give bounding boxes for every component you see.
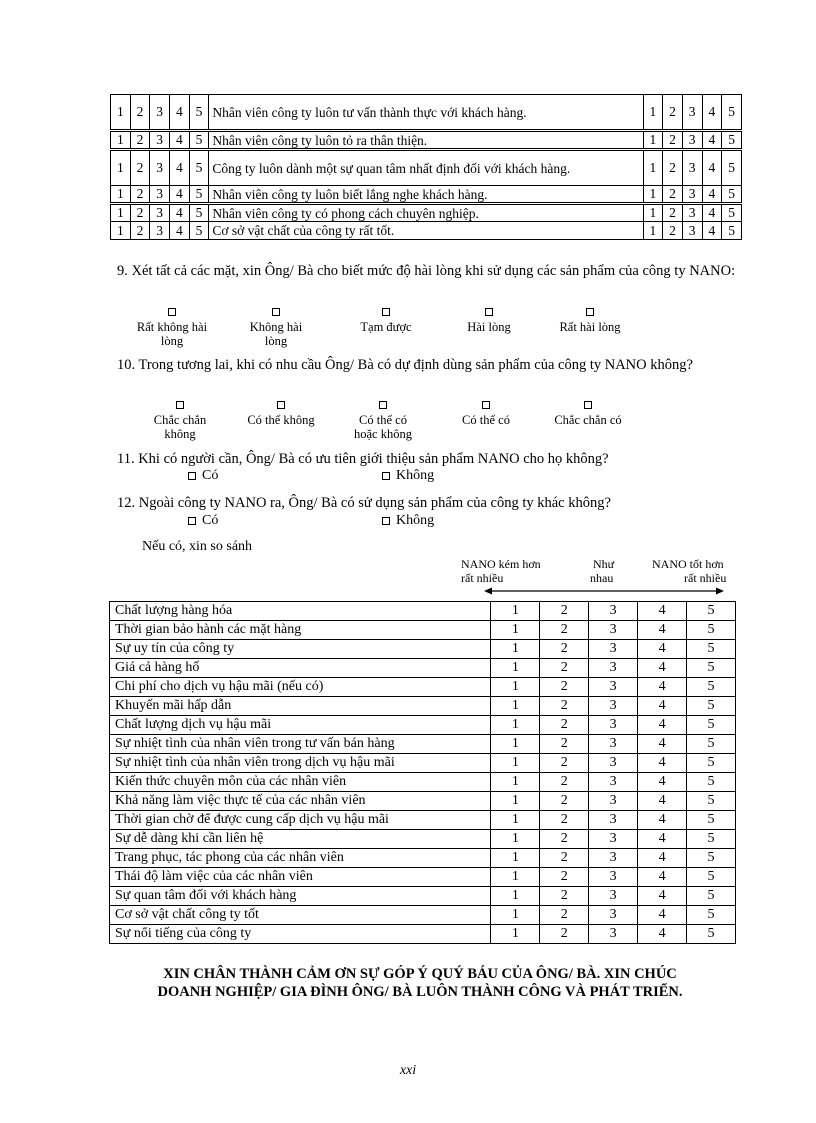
scale-cell-4[interactable]: 4 (638, 602, 687, 621)
criterion-label: Sự nổi tiếng của công ty (110, 925, 491, 944)
scale-cell-5[interactable]: 5 (722, 186, 742, 204)
service-rating-table (110, 94, 742, 240)
scale-left-label-2: rất nhiều (461, 571, 504, 585)
criterion-label: Sự dễ dàng khi cần liên hệ (110, 830, 491, 849)
scale-cell-5[interactable]: 5 (687, 735, 736, 754)
table-row (110, 868, 736, 887)
statement-cell: Công ty luôn dành một sự quan tâm nhất định đối với khách hàng. (209, 150, 643, 186)
criterion-label: Cơ sở vật chất công ty tốt (110, 906, 491, 925)
scale-cell-4[interactable]: 4 (702, 95, 722, 131)
scale-cell-4[interactable]: 4 (638, 925, 687, 944)
scale-cell-3[interactable]: 3 (589, 621, 638, 640)
scale-cell-4[interactable]: 4 (170, 222, 190, 240)
scale-cell-3[interactable]: 3 (150, 95, 170, 131)
scale-cell-2[interactable]: 2 (540, 640, 589, 659)
scale-cell-5[interactable]: 5 (687, 830, 736, 849)
scale-cell-4[interactable]: 4 (638, 754, 687, 773)
scale-cell-5[interactable]: 5 (687, 906, 736, 925)
scale-cell-5[interactable]: 5 (189, 222, 209, 240)
statement-cell: Nhân viên công ty có phong cách chuyên nghiệp. (209, 204, 643, 222)
criterion-label: Sự uy tín của công ty (110, 640, 491, 659)
scale-cell-3[interactable]: 3 (682, 150, 702, 186)
scale-cell-3[interactable]: 3 (589, 849, 638, 868)
criterion-label: Thái độ làm việc của các nhân viên (110, 868, 491, 887)
scale-cell-3[interactable]: 3 (589, 792, 638, 811)
scale-cell-4[interactable]: 4 (702, 131, 722, 150)
table-row (110, 849, 736, 868)
scale-cell-2[interactable]: 2 (540, 792, 589, 811)
criterion-label: Trang phục, tác phong của các nhân viên (110, 849, 491, 868)
option-label: Chắc chắn có (554, 413, 622, 427)
scale-right-label: NANO tốt hơn (652, 557, 724, 571)
scale-cell-2[interactable]: 2 (540, 697, 589, 716)
scale-cell-2[interactable]: 2 (540, 621, 589, 640)
table-row (110, 678, 736, 697)
scale-cell-5[interactable]: 5 (687, 868, 736, 887)
scale-cell-3[interactable]: 3 (150, 222, 170, 240)
rating-row (111, 204, 742, 222)
q12-yes-option[interactable]: Có (188, 513, 218, 529)
scale-mid-label-2: nhau (590, 571, 614, 585)
closing-line-2: DOANH NGHIỆP/ GIA ĐÌNH ÔNG/ BÀ LUÔN THÀNH CÔNG VÀ PHÁT TRIỂN. (157, 984, 683, 1000)
scale-cell-4[interactable]: 4 (638, 735, 687, 754)
q12-no-option[interactable]: Không (382, 513, 434, 529)
page-number: xxi (399, 1063, 417, 1078)
scale-cell-1[interactable]: 1 (491, 868, 540, 887)
scale-cell-3[interactable]: 3 (589, 602, 638, 621)
scale-cell-3[interactable]: 3 (589, 735, 638, 754)
option-label: Hài lòng (467, 320, 511, 334)
question-9: 9. Xét tất cả các mặt, xin Ông/ Bà cho biết mức độ hài lòng khi sử dụng các sản phẩm của công ty NANO: (117, 263, 736, 279)
scale-cell-1[interactable]: 1 (491, 659, 540, 678)
criterion-label: Sự nhiệt tình của nhân viên trong dịch vụ hậu mãi (110, 754, 491, 773)
scale-cell-4[interactable]: 4 (638, 678, 687, 697)
table-row (110, 602, 736, 621)
scale-cell-5[interactable]: 5 (722, 222, 742, 240)
table-row (110, 792, 736, 811)
scale-cell-3[interactable]: 3 (589, 773, 638, 792)
table-row (110, 925, 736, 944)
scale-cell-2[interactable]: 2 (130, 150, 150, 186)
table-row (110, 716, 736, 735)
scale-cell-1[interactable]: 1 (111, 131, 131, 150)
scale-cell-2[interactable]: 2 (663, 222, 683, 240)
scale-cell-2[interactable]: 2 (540, 735, 589, 754)
scale-cell-4[interactable]: 4 (702, 186, 722, 204)
checkbox-icon[interactable] (482, 401, 490, 409)
q9-option-4[interactable] (444, 304, 534, 334)
scale-cell-2[interactable]: 2 (540, 887, 589, 906)
scale-cell-5[interactable]: 5 (189, 204, 209, 222)
scale-cell-3[interactable]: 3 (589, 906, 638, 925)
scale-cell-5[interactable]: 5 (687, 887, 736, 906)
criterion-label: Thời gian chờ để được cung cấp dịch vụ hậu mãi (110, 811, 491, 830)
scale-cell-2[interactable]: 2 (130, 222, 150, 240)
scale-cell-1[interactable]: 1 (491, 773, 540, 792)
scale-cell-4[interactable]: 4 (638, 887, 687, 906)
scale-cell-2[interactable]: 2 (130, 131, 150, 150)
option-label: Tạm được (360, 320, 412, 334)
q11-yes-option[interactable]: Có (188, 468, 218, 484)
checkbox-icon[interactable] (586, 308, 594, 316)
scale-cell-3[interactable]: 3 (682, 186, 702, 204)
scale-cell-5[interactable]: 5 (687, 678, 736, 697)
scale-cell-2[interactable]: 2 (663, 186, 683, 204)
scale-cell-1[interactable]: 1 (491, 906, 540, 925)
scale-cell-2[interactable]: 2 (130, 95, 150, 131)
scale-cell-1[interactable]: 1 (491, 887, 540, 906)
scale-cell-5[interactable]: 5 (687, 925, 736, 944)
comparison-table (109, 601, 736, 944)
q10-option-3[interactable] (338, 397, 428, 441)
statement-cell: Nhân viên công ty luôn tư vấn thành thực với khách hàng. (209, 95, 643, 131)
criterion-label: Chất lượng dịch vụ hậu mãi (110, 716, 491, 735)
scale-cell-2[interactable]: 2 (540, 659, 589, 678)
scale-right-label-2: rất nhiều (684, 571, 727, 585)
rating-row (111, 131, 742, 150)
option-label: Có thể không (247, 413, 315, 427)
q10-option-1[interactable] (135, 397, 225, 441)
scale-cell-5[interactable]: 5 (687, 640, 736, 659)
criterion-label: Khả năng làm việc thực tế của các nhân viên (110, 792, 491, 811)
checkbox-icon[interactable] (485, 308, 493, 316)
scale-cell-3[interactable]: 3 (589, 830, 638, 849)
scale-cell-5[interactable]: 5 (722, 204, 742, 222)
scale-cell-3[interactable]: 3 (589, 868, 638, 887)
criterion-label: Sự nhiệt tình của nhân viên trong tư vấn bán hàng (110, 735, 491, 754)
scale-cell-1[interactable]: 1 (491, 716, 540, 735)
q9-option-3[interactable] (341, 304, 431, 334)
criterion-label: Giá cả hàng hố (110, 659, 491, 678)
scale-cell-3[interactable]: 3 (589, 887, 638, 906)
rating-row (111, 95, 742, 131)
scale-cell-3[interactable]: 3 (589, 678, 638, 697)
checkbox-icon[interactable] (382, 472, 390, 480)
scale-left-label: NANO kém hơn (461, 557, 541, 571)
scale-cell-5[interactable]: 5 (687, 849, 736, 868)
criterion-label: Chi phí cho dịch vụ hậu mãi (nếu có) (110, 678, 491, 697)
scale-cell-1[interactable]: 1 (643, 222, 663, 240)
scale-cell-2[interactable]: 2 (540, 811, 589, 830)
scale-cell-1[interactable]: 1 (491, 640, 540, 659)
scale-cell-1[interactable]: 1 (491, 811, 540, 830)
scale-cell-3[interactable]: 3 (682, 131, 702, 150)
scale-cell-5[interactable]: 5 (189, 95, 209, 131)
table-row (110, 659, 736, 678)
statement-cell: Nhân viên công ty luôn tỏ ra thân thiện. (209, 131, 643, 150)
scale-cell-3[interactable]: 3 (589, 811, 638, 830)
scale-cell-4[interactable]: 4 (638, 697, 687, 716)
scale-cell-4[interactable]: 4 (638, 773, 687, 792)
scale-cell-1[interactable]: 1 (491, 602, 540, 621)
checkbox-icon[interactable] (176, 401, 184, 409)
scale-cell-5[interactable]: 5 (687, 811, 736, 830)
closing-line-1: XIN CHÂN THÀNH CẢM ƠN SỰ GÓP Ý QUÝ BÁU CỦA ÔNG/ BÀ. XIN CHÚC (163, 966, 677, 982)
scale-cell-4[interactable]: 4 (638, 906, 687, 925)
scale-cell-2[interactable]: 2 (130, 186, 150, 204)
scale-cell-4[interactable]: 4 (638, 621, 687, 640)
scale-cell-4[interactable]: 4 (638, 849, 687, 868)
option-label: Không hài lòng (249, 320, 303, 348)
question-11: 11. Khi có người cần, Ông/ Bà có ưu tiên giới thiệu sản phẩm NANO cho họ không? (117, 451, 609, 467)
q10-option-5[interactable] (543, 397, 633, 427)
compare-prompt: Nếu có, xin so sánh (142, 539, 253, 554)
scale-cell-4[interactable]: 4 (170, 131, 190, 150)
scale-cell-4[interactable]: 4 (702, 150, 722, 186)
scale-cell-3[interactable]: 3 (589, 697, 638, 716)
scale-cell-2[interactable]: 2 (540, 868, 589, 887)
scale-cell-5[interactable]: 5 (687, 754, 736, 773)
scale-cell-5[interactable]: 5 (687, 773, 736, 792)
scale-cell-1[interactable]: 1 (491, 849, 540, 868)
q9-option-5[interactable] (545, 304, 635, 334)
scale-cell-4[interactable]: 4 (702, 204, 722, 222)
scale-cell-3[interactable]: 3 (589, 754, 638, 773)
scale-cell-1[interactable]: 1 (491, 925, 540, 944)
scale-cell-4[interactable]: 4 (638, 640, 687, 659)
scale-cell-5[interactable]: 5 (687, 659, 736, 678)
scale-cell-3[interactable]: 3 (150, 150, 170, 186)
table-row (110, 735, 736, 754)
scale-cell-1[interactable]: 1 (643, 95, 663, 131)
scale-cell-5[interactable]: 5 (722, 150, 742, 186)
scale-cell-3[interactable]: 3 (589, 659, 638, 678)
scale-cell-1[interactable]: 1 (643, 186, 663, 204)
scale-cell-2[interactable]: 2 (663, 150, 683, 186)
scale-cell-5[interactable]: 5 (722, 131, 742, 150)
scale-cell-4[interactable]: 4 (170, 95, 190, 131)
scale-cell-5[interactable]: 5 (189, 186, 209, 204)
scale-cell-2[interactable]: 2 (663, 204, 683, 222)
scale-cell-2[interactable]: 2 (663, 131, 683, 150)
rating-row (111, 222, 742, 240)
scale-cell-1[interactable]: 1 (491, 754, 540, 773)
checkbox-icon[interactable] (379, 401, 387, 409)
scale-cell-1[interactable]: 1 (491, 735, 540, 754)
table-row (110, 830, 736, 849)
scale-cell-2[interactable]: 2 (663, 95, 683, 131)
q9-option-2[interactable] (231, 304, 321, 348)
table-row (110, 640, 736, 659)
scale-cell-5[interactable]: 5 (687, 697, 736, 716)
checkbox-icon[interactable] (188, 517, 196, 525)
scale-cell-3[interactable]: 3 (150, 186, 170, 204)
criterion-label: Chất lượng hàng hóa (110, 602, 491, 621)
question-12: 12. Ngoài công ty NANO ra, Ông/ Bà có sử dụng sản phẩm của công ty khác không? (117, 495, 611, 511)
scale-cell-2[interactable]: 2 (540, 906, 589, 925)
scale-cell-5[interactable]: 5 (189, 131, 209, 150)
scale-cell-4[interactable]: 4 (638, 868, 687, 887)
scale-cell-2[interactable]: 2 (540, 754, 589, 773)
checkbox-icon[interactable] (272, 308, 280, 316)
table-row (110, 754, 736, 773)
scale-cell-5[interactable]: 5 (687, 792, 736, 811)
scale-cell-4[interactable]: 4 (638, 792, 687, 811)
checkbox-icon[interactable] (168, 308, 176, 316)
scale-cell-3[interactable]: 3 (589, 716, 638, 735)
scale-cell-1[interactable]: 1 (111, 222, 131, 240)
scale-cell-3[interactable]: 3 (589, 640, 638, 659)
scale-cell-3[interactable]: 3 (682, 222, 702, 240)
rating-row (111, 186, 742, 204)
q11-no-option[interactable]: Không (382, 468, 434, 484)
scale-arrow-icon (484, 586, 724, 596)
statement-cell: Cơ sở vật chất của công ty rất tốt. (209, 222, 643, 240)
scale-cell-2[interactable]: 2 (540, 849, 589, 868)
checkbox-icon[interactable] (584, 401, 592, 409)
scale-cell-4[interactable]: 4 (638, 811, 687, 830)
scale-cell-2[interactable]: 2 (540, 602, 589, 621)
table-row (110, 906, 736, 925)
scale-cell-4[interactable]: 4 (170, 204, 190, 222)
scale-cell-2[interactable]: 2 (540, 925, 589, 944)
checkbox-icon[interactable] (188, 472, 196, 480)
scale-cell-1[interactable]: 1 (111, 186, 131, 204)
scale-cell-1[interactable]: 1 (111, 95, 131, 131)
checkbox-icon[interactable] (382, 517, 390, 525)
scale-cell-3[interactable]: 3 (682, 95, 702, 131)
q9-option-1[interactable] (127, 304, 217, 348)
scale-cell-1[interactable]: 1 (491, 830, 540, 849)
statement-cell: Nhân viên công ty luôn biết lắng nghe khách hàng. (209, 186, 643, 204)
scale-cell-4[interactable]: 4 (702, 222, 722, 240)
table-row (110, 811, 736, 830)
criterion-label: Kiến thức chuyên môn của các nhân viên (110, 773, 491, 792)
option-label: Có thể có hoặc không (354, 413, 412, 441)
scale-cell-1[interactable]: 1 (643, 131, 663, 150)
rating-row (111, 150, 742, 186)
scale-cell-1[interactable]: 1 (111, 150, 131, 186)
scale-cell-1[interactable]: 1 (491, 792, 540, 811)
scale-cell-1[interactable]: 1 (643, 150, 663, 186)
checkbox-icon[interactable] (277, 401, 285, 409)
scale-cell-4[interactable]: 4 (170, 186, 190, 204)
option-label: Có thể có (462, 413, 510, 427)
scale-cell-1[interactable]: 1 (111, 204, 131, 222)
criterion-label: Khuyến mãi hấp dẫn (110, 697, 491, 716)
scale-cell-4[interactable]: 4 (638, 659, 687, 678)
scale-cell-5[interactable]: 5 (722, 95, 742, 131)
scale-cell-5[interactable]: 5 (687, 602, 736, 621)
option-label: Rất hài lòng (559, 320, 621, 334)
scale-cell-1[interactable]: 1 (491, 678, 540, 697)
scale-cell-3[interactable]: 3 (150, 204, 170, 222)
table-row (110, 621, 736, 640)
scale-cell-5[interactable]: 5 (687, 621, 736, 640)
scale-cell-2[interactable]: 2 (130, 204, 150, 222)
criterion-label: Sự quan tâm đối với khách hàng (110, 887, 491, 906)
scale-cell-2[interactable]: 2 (540, 773, 589, 792)
criterion-label: Thời gian bảo hành các mặt hàng (110, 621, 491, 640)
scale-cell-1[interactable]: 1 (643, 204, 663, 222)
table-row (110, 773, 736, 792)
scale-cell-4[interactable]: 4 (638, 830, 687, 849)
option-label: Chắc chắn không (153, 413, 207, 441)
scale-cell-1[interactable]: 1 (491, 621, 540, 640)
scale-cell-3[interactable]: 3 (682, 204, 702, 222)
q10-option-2[interactable] (236, 397, 326, 427)
scale-cell-3[interactable]: 3 (589, 925, 638, 944)
option-label: Rất không hài lòng (136, 320, 208, 348)
table-row (110, 887, 736, 906)
closing-message (100, 965, 740, 1001)
scale-cell-2[interactable]: 2 (540, 830, 589, 849)
checkbox-icon[interactable] (382, 308, 390, 316)
q10-option-4[interactable] (441, 397, 531, 427)
scale-cell-2[interactable]: 2 (540, 678, 589, 697)
scale-cell-2[interactable]: 2 (540, 716, 589, 735)
scale-cell-4[interactable]: 4 (638, 716, 687, 735)
scale-mid-label: Như (593, 557, 615, 571)
scale-cell-5[interactable]: 5 (687, 716, 736, 735)
table-row (110, 697, 736, 716)
scale-cell-3[interactable]: 3 (150, 131, 170, 150)
question-10: 10. Trong tương lai, khi có nhu cầu Ông/ Bà có dự định dùng sản phẩm của công ty NANO không? (117, 357, 693, 373)
scale-cell-1[interactable]: 1 (491, 697, 540, 716)
scale-cell-5[interactable]: 5 (189, 150, 209, 186)
scale-cell-4[interactable]: 4 (170, 150, 190, 186)
